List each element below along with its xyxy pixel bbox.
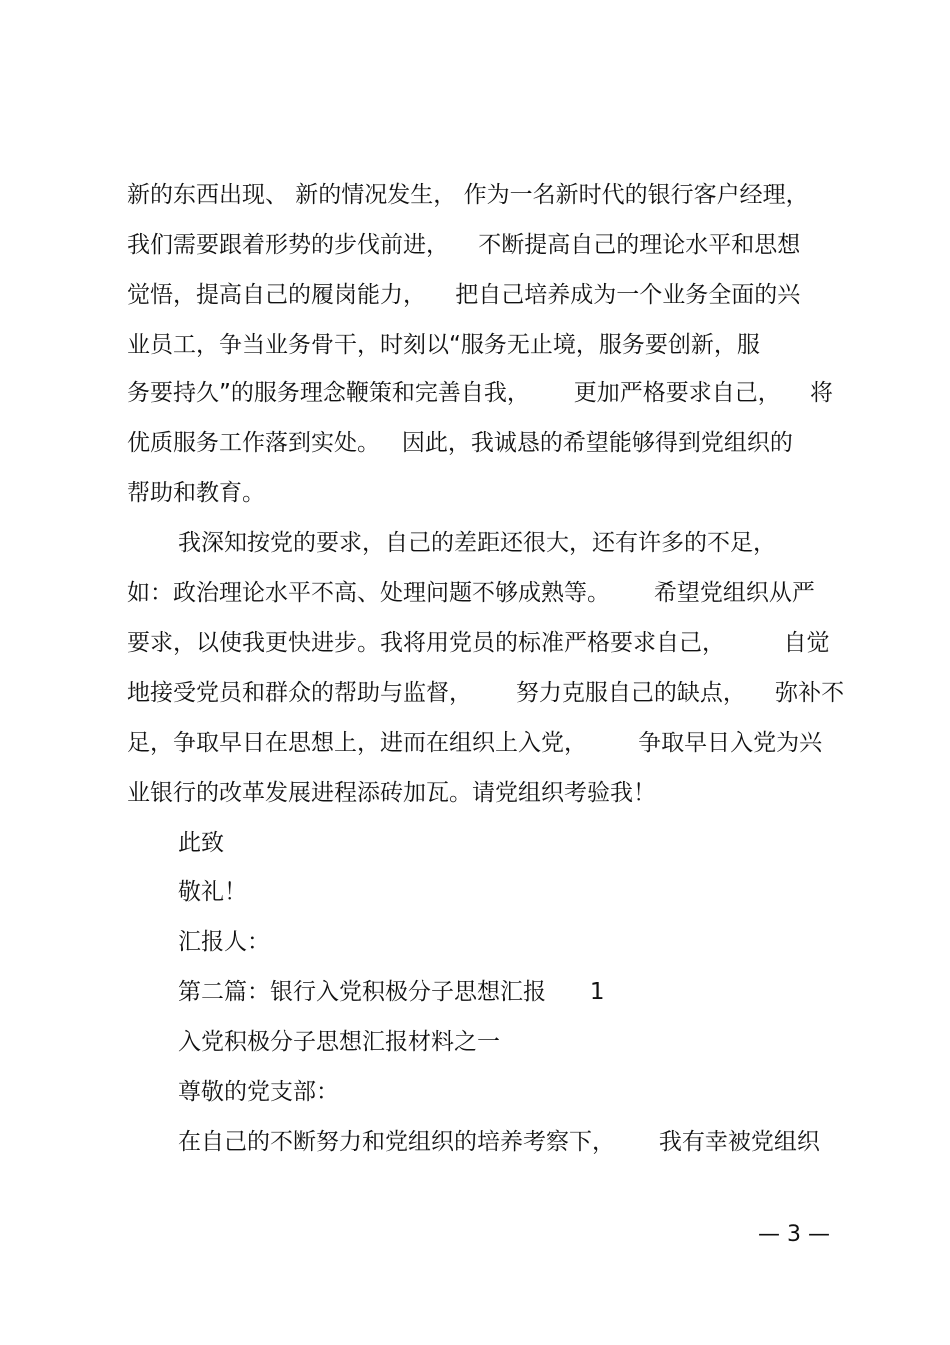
body-text-line: 足，争取早日在思想上，进而在组织上入党， 争取早日入党为兴 [127,730,823,756]
section-heading: 第二篇：银行入党积极分子思想汇报 1 [178,979,605,1005]
body-text-line: 如：政治理论水平不高、处理问题不够成熟等。 希望党组织从严 [127,580,815,606]
body-text-line: 觉悟，提高自己的履岗能力， 把自己培养成为一个业务全面的兴 [127,282,801,308]
body-text-line: 新的东西出现、 新的情况发生， 作为一名新时代的银行客户经理， [127,182,809,208]
reporter-label: 汇报人： [178,929,270,955]
body-text-line: 在自己的不断努力和党组织的培养考察下， 我有幸被党组织 [178,1129,820,1155]
page-number: — 3 — [758,1222,830,1247]
section-subheading: 入党积极分子思想汇报材料之一 [178,1029,500,1055]
closing-salutation: 此致 [178,830,224,856]
body-text-line: 务要持久”的服务理念鞭策和完善自我， 更加严格要求自己， 将 [127,380,834,406]
body-text-line: 要求，以使我更快进步。我将用党员的标准严格要求自己， 自觉 [127,630,830,656]
body-text-line: 地接受党员和群众的帮助与监督， 努力克服自己的缺点， 弥补不 [127,680,845,706]
closing-regards: 敬礼！ [178,879,247,905]
body-text-line: 帮助和教育。 [127,480,265,506]
salutation-line: 尊敬的党支部： [178,1079,339,1105]
body-text-line: 业银行的改革发展进程添砖加瓦。请党组织考验我！ [127,780,656,806]
body-text-line: 业员工，争当业务骨干，时刻以“服务无止境，服务要创新，服 [127,332,760,358]
paragraph-start-line: 我深知按党的要求，自己的差距还很大，还有许多的不足， [178,530,776,556]
body-text-line: 优质服务工作落到实处。 因此，我诚恳的希望能够得到党组织的 [127,430,793,456]
body-text-line: 我们需要跟着形势的步伐前进， 不断提高自己的理论水平和思想 [127,232,801,258]
